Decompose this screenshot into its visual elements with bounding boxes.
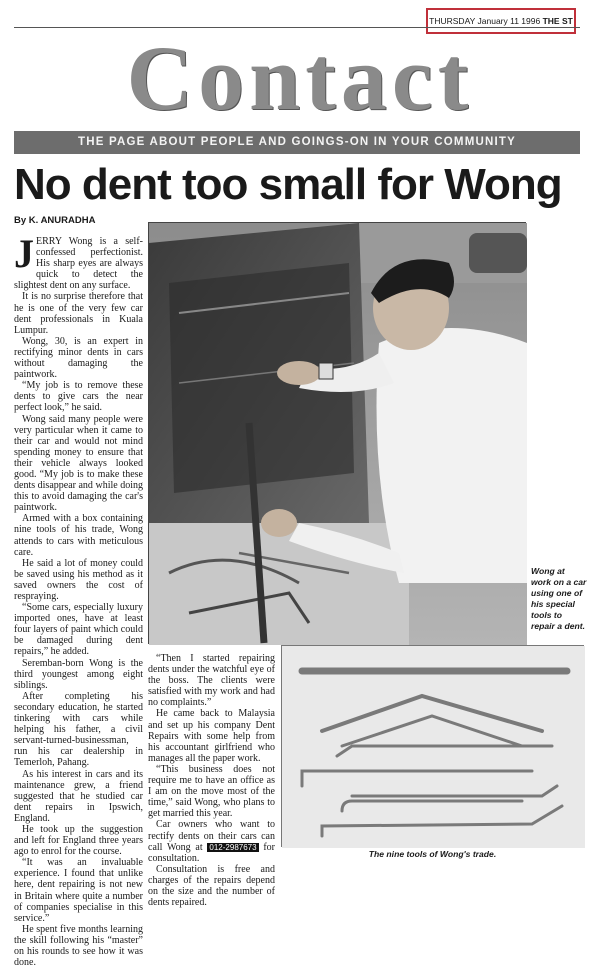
paragraph: ERRY Wong is a self-confessed perfectionist. His sharp eyes are always quick to detect the slightest dent on any surface.	[14, 236, 143, 292]
paragraph: Consultation is free and charges of the repairs depend on the size and the number of dents repaired.	[148, 863, 275, 909]
paragraph: “This business does not require me to have an office as I am on the move most of the time,” said Wong, who plans to get married this year.	[148, 763, 275, 820]
paragraph: “It was an invaluable experience. I found that unlike here, dent repairing is not new in Britain where quite a number of companies specialise in this service.”	[14, 857, 143, 924]
paragraph: Wong said many people were very particular when it came to their car and would not mind spending money to ensure that their vehicle always looked good. “My job is to make these dents disappear and while doing this to avoid damaging the car's paintwork.	[14, 413, 143, 514]
section-tagline: THE PAGE ABOUT PEOPLE AND GOINGS-ON IN YOUR COMMUNITY	[14, 131, 580, 154]
paragraph-contact	[148, 819, 275, 863]
dateline-day: THURSDAY	[429, 16, 476, 26]
paragraph: “Some cars, especially luxury imported ones, have at least four layers of paint which could be damaged during dent repairs,” he added.	[14, 602, 143, 658]
article-column-left	[14, 231, 143, 968]
paragraph: “My job is to remove these dents to give cars the near perfect look,” he said.	[14, 380, 143, 414]
byline: By K. ANURADHA	[14, 215, 96, 226]
paragraph: Wong, 30, is an expert in rectifying minor dents in cars without damaging the paintwork.	[14, 335, 143, 381]
phone-number: 012-2987673	[209, 842, 257, 852]
paragraph: “Then I started repairing dents under the watchful eye of the boss. The clients were satisfied with my work and had no complaints.”	[148, 653, 275, 709]
photo-wong-at-work	[148, 222, 526, 644]
dateline-date: January 11 1996	[477, 16, 541, 26]
paragraph: He spent five months learning the skill following his “master” on his rounds to see how it was done.	[14, 923, 143, 968]
dateline-paper: THE ST	[542, 16, 573, 26]
paragraph: It is no surprise therefore that he is one of the very few car dent professionals in Kuala Lumpur.	[14, 291, 143, 336]
photo-wong-illustration	[149, 223, 527, 645]
contact-text-after: for consultation.	[148, 841, 275, 864]
photo-tools	[281, 645, 584, 847]
contact-text-before: Car owners who want to rectify dents on their cars can call Wong at	[148, 819, 275, 853]
article-column-middle	[148, 653, 275, 909]
paragraph: Armed with a box containing nine tools of his trade, Wong attends to cars with meticulous care.	[14, 513, 143, 558]
paragraph: Seremban-born Wong is the third youngest among eight siblings.	[14, 657, 143, 691]
paragraph: He said a lot of money could be saved using his method as it saved owners the cost of respraying.	[14, 557, 143, 602]
paragraph: He took up the suggestion and left for England three years ago to enrol for the course.	[14, 823, 143, 858]
photo-caption-1: Wong at work on a car using one of his special tools to repair a dent.	[531, 566, 587, 631]
photo-tools-illustration	[282, 646, 585, 848]
paragraph: After completing his secondary education, he started tinkering with cars while helping his father, a civil servant-turned-businessman, run his car dealership in Temerloh, Pahang.	[14, 690, 143, 769]
section-masthead: Contact	[126, 27, 474, 129]
headline: No dent too small for Wong	[14, 160, 562, 209]
paragraph: As his interest in cars and its maintenance grew, a friend suggested that he studied car dent repairs in Ipswich, England.	[14, 768, 143, 824]
paragraph: He came back to Malaysia and set up his company Dent Repairs with some help from his accountant girlfriend who manages all the paper work.	[148, 708, 275, 764]
drop-cap: J	[14, 231, 34, 276]
photo-caption-2: The nine tools of Wong's trade.	[368, 849, 497, 859]
